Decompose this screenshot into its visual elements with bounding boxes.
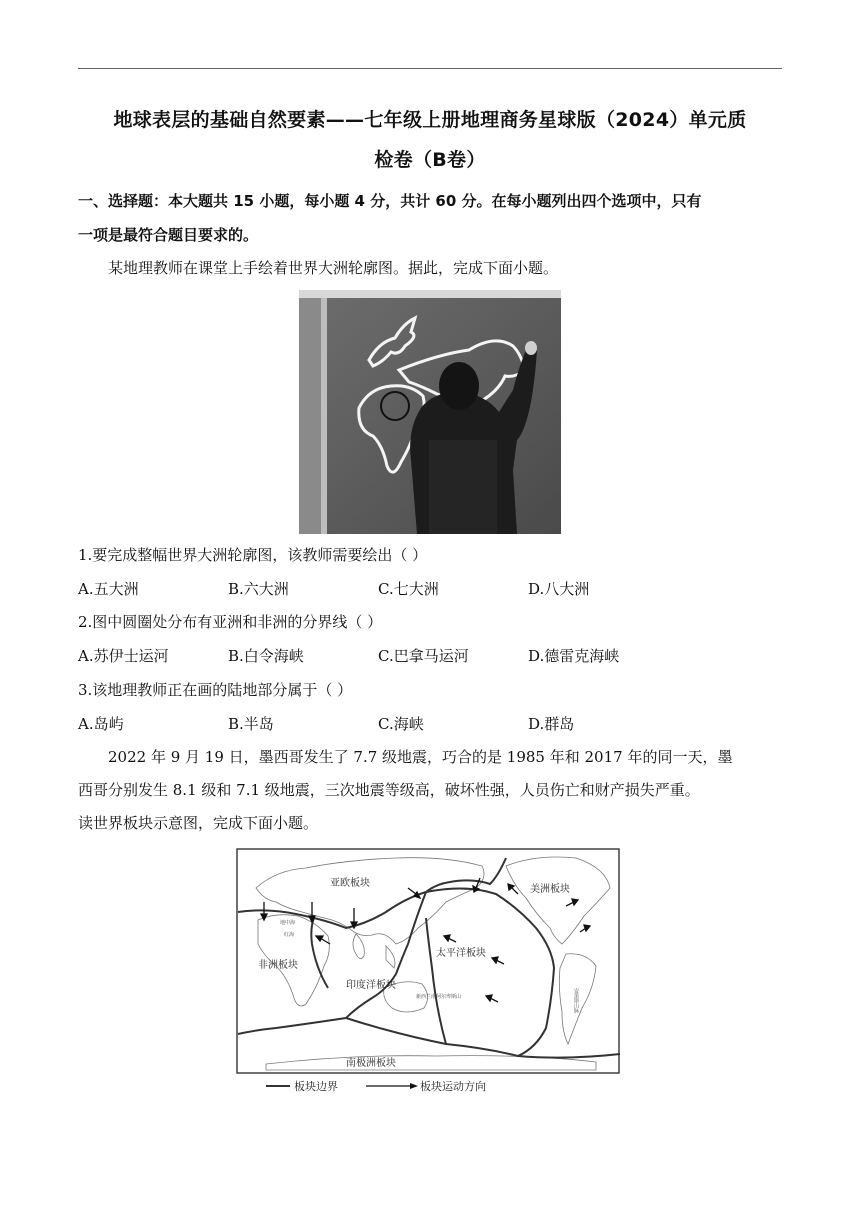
- label-antarctic-plate: 南极洲板块: [346, 1058, 396, 1069]
- question-1-stem: 1.要完成整幅世界大洲轮廓图，该教师需要绘出（ ）: [78, 546, 428, 564]
- option-a[interactable]: A.苏伊士运河: [78, 647, 169, 665]
- teacher-drawing-photo: [299, 290, 561, 534]
- title-line-1: 地球表层的基础自然要素——七年级上册地理商务星球版（2024）单元质: [113, 109, 747, 131]
- question-1-options: [78, 574, 782, 604]
- question-2-options: [78, 641, 782, 671]
- passage-1: 某地理教师在课堂上手绘着世界大洲轮廓图。据此，完成下面小题。: [108, 259, 559, 277]
- passage-2-line-3: 读世界板块示意图，完成下面小题。: [78, 814, 319, 832]
- question-2-stem: 2.图中圆圈处分布有亚洲和非洲的分界线（ ）: [78, 613, 383, 631]
- option-a[interactable]: A.岛屿: [78, 715, 124, 733]
- option-d[interactable]: D.德雷克海峡: [528, 647, 620, 665]
- map-legend: [266, 1079, 486, 1093]
- option-b[interactable]: B.半岛: [228, 715, 274, 733]
- label-andes: 安第斯山脉: [573, 988, 579, 1013]
- label-pacific-plate: 太平洋板块: [436, 948, 486, 959]
- label-american-plate: 美洲板块: [530, 884, 570, 895]
- label-eurasian-plate: 亚欧板块: [330, 878, 370, 889]
- world-plates-map: [236, 848, 622, 1098]
- legend-boundary: 板块边界: [294, 1080, 338, 1093]
- label-red-sea: 红海: [284, 932, 295, 938]
- option-b[interactable]: B.白令海峡: [228, 647, 304, 665]
- question-3-options: [78, 709, 782, 739]
- legend-motion: 板块运动方向: [420, 1080, 486, 1093]
- label-african-plate: 非洲板块: [258, 960, 298, 971]
- option-b[interactable]: B.六大洲: [228, 580, 289, 598]
- option-d[interactable]: D.群岛: [528, 715, 575, 733]
- section-line-2: 一项是最符合题目要求的。: [78, 226, 259, 244]
- page-title: [78, 100, 782, 180]
- option-a[interactable]: A.五大洲: [78, 580, 139, 598]
- question-3-stem: 3.该地理教师正在画的陆地部分属于（ ）: [78, 681, 353, 699]
- label-new-zealand-alps: 新西兰南阿尔卑斯山: [416, 994, 462, 1000]
- passage-2-line-1: 2022 年 9 月 19 日，墨西哥发生了 7.7 级地震，巧合的是 1985 年和 2017 年的同一天，墨: [108, 748, 733, 766]
- label-mediterranean: 地中海: [280, 920, 296, 926]
- label-indian-plate: 印度洋板块: [346, 980, 396, 991]
- option-d[interactable]: D.八大洲: [528, 580, 590, 598]
- option-c[interactable]: C.七大洲: [378, 580, 439, 598]
- option-c[interactable]: C.海峡: [378, 715, 424, 733]
- section-heading: [78, 184, 782, 252]
- header-rule: [78, 68, 782, 69]
- option-c[interactable]: C.巴拿马运河: [378, 647, 469, 665]
- passage-2-line-2: 西哥分别发生 8.1 级和 7.1 级地震，三次地震等级高，破坏性强，人员伤亡和财产损失严重。: [78, 781, 700, 799]
- title-line-2: 检卷（B卷）: [374, 149, 486, 171]
- section-line-1: 一、选择题：本大题共 15 小题，每小题 4 分，共计 60 分。在每小题列出四个选项中，只有: [78, 192, 702, 210]
